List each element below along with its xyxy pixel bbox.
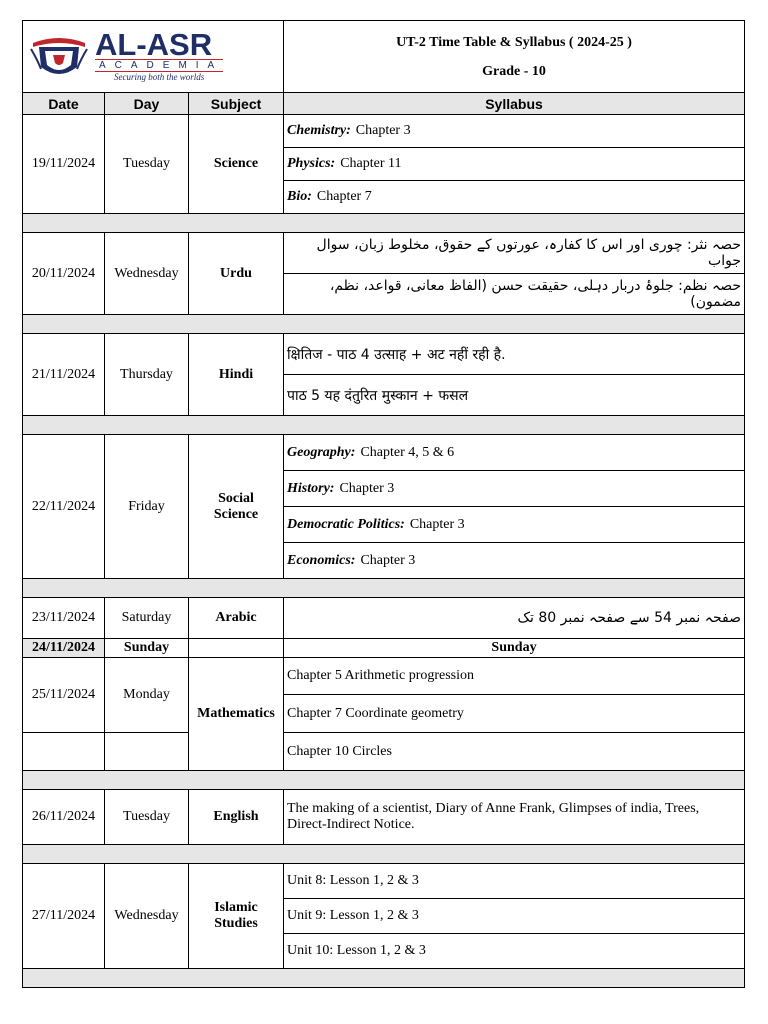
subject-cell <box>189 435 284 579</box>
subject-line: Islamic <box>214 900 258 915</box>
subject-cell <box>189 639 284 658</box>
syllabus-label: Democratic Politics: <box>287 516 405 532</box>
syllabus-cell: حصہ نثر: چوری اور اس کا کفارہ، عورتوں کے حقوق، مخلوط زبان، سوال جواب <box>284 233 745 274</box>
holiday-row <box>23 639 745 658</box>
syllabus-text: Chapter 7 <box>316 189 372 204</box>
syllabus-label: Bio: <box>287 189 312 204</box>
column-header-date: Date <box>23 93 105 115</box>
day-cell <box>105 733 189 771</box>
separator-row <box>23 845 745 864</box>
logo-tagline: Securing both the worlds <box>113 71 205 82</box>
separator-row <box>23 416 745 435</box>
syllabus-cell: पाठ 5 यह दंतुरित मुस्कान + फसल <box>284 375 745 416</box>
date-cell: 27/11/2024 <box>23 864 105 969</box>
separator-cell <box>23 969 745 988</box>
separator-row <box>23 315 745 334</box>
subject-line: Science <box>213 506 259 522</box>
subject-cell: Hindi <box>189 334 284 416</box>
day-cell: Tuesday <box>105 790 189 845</box>
syllabus-cell: Unit 9: Lesson 1, 2 & 3 <box>284 899 745 934</box>
separator-row <box>23 214 745 233</box>
date-cell: 22/11/2024 <box>23 435 105 579</box>
syllabus-cell: Chapter 7 Coordinate geometry <box>284 695 745 733</box>
subject-cell: Urdu <box>189 233 284 315</box>
syllabus-cell <box>284 507 745 543</box>
syllabus-cell <box>284 181 745 214</box>
separator-cell <box>23 771 745 790</box>
table-row <box>23 658 745 695</box>
column-header-row <box>23 93 745 115</box>
syllabus-label: Chemistry: <box>287 123 351 138</box>
day-cell: Friday <box>105 435 189 579</box>
subject-cell: Mathematics <box>189 658 284 771</box>
table-row <box>23 435 745 471</box>
day-cell: Monday <box>105 658 189 733</box>
syllabus-cell <box>284 115 745 148</box>
date-cell: 24/11/2024 <box>23 639 105 658</box>
syllabus-text: Chapter 11 <box>340 156 402 171</box>
date-cell: 25/11/2024 <box>23 658 105 733</box>
header-row <box>23 21 745 93</box>
subject-cell: English <box>189 790 284 845</box>
syllabus-label: Economics: <box>287 552 356 568</box>
syllabus-text: Chapter 3 <box>409 516 465 532</box>
shield-crest-icon <box>27 29 91 85</box>
logo <box>23 22 283 92</box>
day-cell: Wednesday <box>105 864 189 969</box>
subject-cell: Arabic <box>189 598 284 639</box>
syllabus-cell: Chapter 5 Arithmetic progression <box>284 658 745 695</box>
table-row <box>23 334 745 375</box>
syllabus-text: Chapter 3 <box>360 552 416 568</box>
subject-line: Social <box>218 490 254 506</box>
subject-cell: Science <box>189 115 284 214</box>
title-cell <box>284 21 745 93</box>
table-row <box>23 598 745 639</box>
syllabus-cell: The making of a scientist, Diary of Anne Frank, Glimpses of india, Trees, Direct-Indirect Notice. <box>284 790 745 845</box>
syllabus-cell: صفحہ نمبر 54 سے صفحہ نمبر 80 تک <box>284 598 745 639</box>
day-cell: Wednesday <box>105 233 189 315</box>
syllabus-cell: حصہ نظم: جلوۂ دربار دہلی، حقیقت حسن (الفاظ معانی، قواعد، نظم، مضمون) <box>284 274 745 315</box>
syllabus-text: Chapter 3 <box>339 480 395 496</box>
grade-label: Grade - 10 <box>482 63 546 79</box>
table-row <box>23 733 745 771</box>
logo-cell <box>23 21 284 93</box>
table-row <box>23 790 745 845</box>
syllabus-cell: Unit 8: Lesson 1, 2 & 3 <box>284 864 745 899</box>
column-header-subject: Subject <box>189 93 284 115</box>
table-row <box>23 864 745 899</box>
date-cell: 21/11/2024 <box>23 334 105 416</box>
timetable <box>22 20 745 988</box>
logo-subtitle: ACADEMIA <box>95 59 223 72</box>
day-cell: Saturday <box>105 598 189 639</box>
day-cell: Sunday <box>105 639 189 658</box>
logo-name: AL-ASR <box>95 26 213 62</box>
syllabus-label: Physics: <box>287 156 336 171</box>
syllabus-cell <box>284 471 745 507</box>
syllabus-cell: क्षितिज - पाठ 4 उत्साह + अट नहीं रही है. <box>284 334 745 375</box>
day-cell: Thursday <box>105 334 189 416</box>
date-cell <box>23 733 105 771</box>
separator-cell <box>23 845 745 864</box>
date-cell: 23/11/2024 <box>23 598 105 639</box>
table-row <box>23 233 745 274</box>
day-cell: Tuesday <box>105 115 189 214</box>
table-row <box>23 115 745 148</box>
syllabus-label: Geography: <box>287 444 356 460</box>
separator-cell <box>23 416 745 435</box>
date-cell: 26/11/2024 <box>23 790 105 845</box>
subject-line: Studies <box>214 916 258 931</box>
syllabus-text: Chapter 3 <box>355 123 411 138</box>
date-cell: 19/11/2024 <box>23 115 105 214</box>
syllabus-cell <box>284 148 745 181</box>
separator-row <box>23 771 745 790</box>
separator-row <box>23 969 745 988</box>
syllabus-cell <box>284 543 745 579</box>
date-cell: 20/11/2024 <box>23 233 105 315</box>
page-title: UT-2 Time Table & Syllabus ( 2024-25 ) <box>396 34 632 50</box>
subject-cell <box>189 864 284 969</box>
syllabus-text: Chapter 4, 5 & 6 <box>360 444 455 460</box>
separator-cell <box>23 214 745 233</box>
syllabus-cell: Sunday <box>284 639 745 658</box>
syllabus-cell: Unit 10: Lesson 1, 2 & 3 <box>284 934 745 969</box>
separator-cell <box>23 315 745 334</box>
column-header-syllabus: Syllabus <box>284 93 745 115</box>
column-header-day: Day <box>105 93 189 115</box>
syllabus-label: History: <box>287 480 335 496</box>
separator-row <box>23 579 745 598</box>
separator-cell <box>23 579 745 598</box>
syllabus-cell: Chapter 10 Circles <box>284 733 745 771</box>
syllabus-cell <box>284 435 745 471</box>
